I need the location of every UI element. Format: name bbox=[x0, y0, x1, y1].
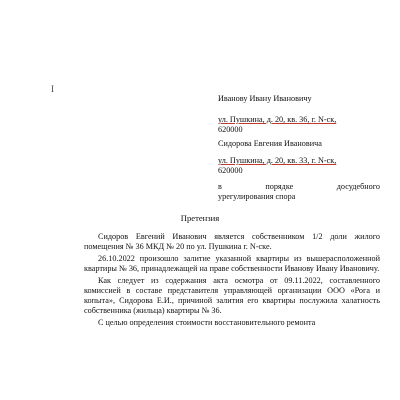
recipient-address-line1: ул. Пушкина, д. 20, кв. 36, г. N-ск, bbox=[218, 115, 337, 124]
recipient-name: Иванову Ивану Ивановичу bbox=[218, 94, 312, 103]
body-paragraph-3: Как следует из содержания акта осмотра от 09.11.2022, составленного комиссией в составе представителя управляющей организации ООО «Рога и копыта», Сидорова Е.И., причиной залития его квартиры послужила халатность собственника (жильца) квартиры № 36. bbox=[84, 276, 380, 315]
sender-name: Сидорова Евгения Ивановича bbox=[218, 139, 322, 148]
purpose-line1 bbox=[218, 182, 380, 192]
corner-mark: I bbox=[51, 84, 54, 94]
purpose-word3: досудебного bbox=[336, 182, 380, 191]
purpose-block bbox=[218, 182, 380, 202]
body-paragraph-2: 26.10.2022 произошло залитие указанной квартиры из вышерасположенной квартиры № 36, принадлежащей на праве собственности Иванову Ивану Ивановичу. bbox=[84, 254, 380, 273]
recipient-block bbox=[218, 94, 388, 135]
recipient-address-line2: 620000 bbox=[218, 125, 243, 134]
sender-address-line2: 620000 bbox=[218, 166, 243, 175]
document-body bbox=[84, 232, 380, 330]
body-paragraph-4: С целью определения стоимости восстановительного ремонта bbox=[98, 318, 316, 327]
sender-address-line1: ул. Пушкина, д. 20, кв. 33, г. N-ск, bbox=[218, 156, 337, 165]
purpose-line2: урегулирования спора bbox=[218, 192, 296, 201]
document-title: Претензия bbox=[180, 213, 220, 223]
purpose-word2: порядке bbox=[265, 182, 294, 191]
body-paragraph-1: Сидоров Евгений Иванович является собственником 1/2 доли жилого помещения № 36 МКД № 20 по ул. Пушкина г. N-ске. bbox=[84, 232, 380, 251]
purpose-word1: в bbox=[218, 182, 222, 191]
sender-block bbox=[218, 139, 388, 176]
